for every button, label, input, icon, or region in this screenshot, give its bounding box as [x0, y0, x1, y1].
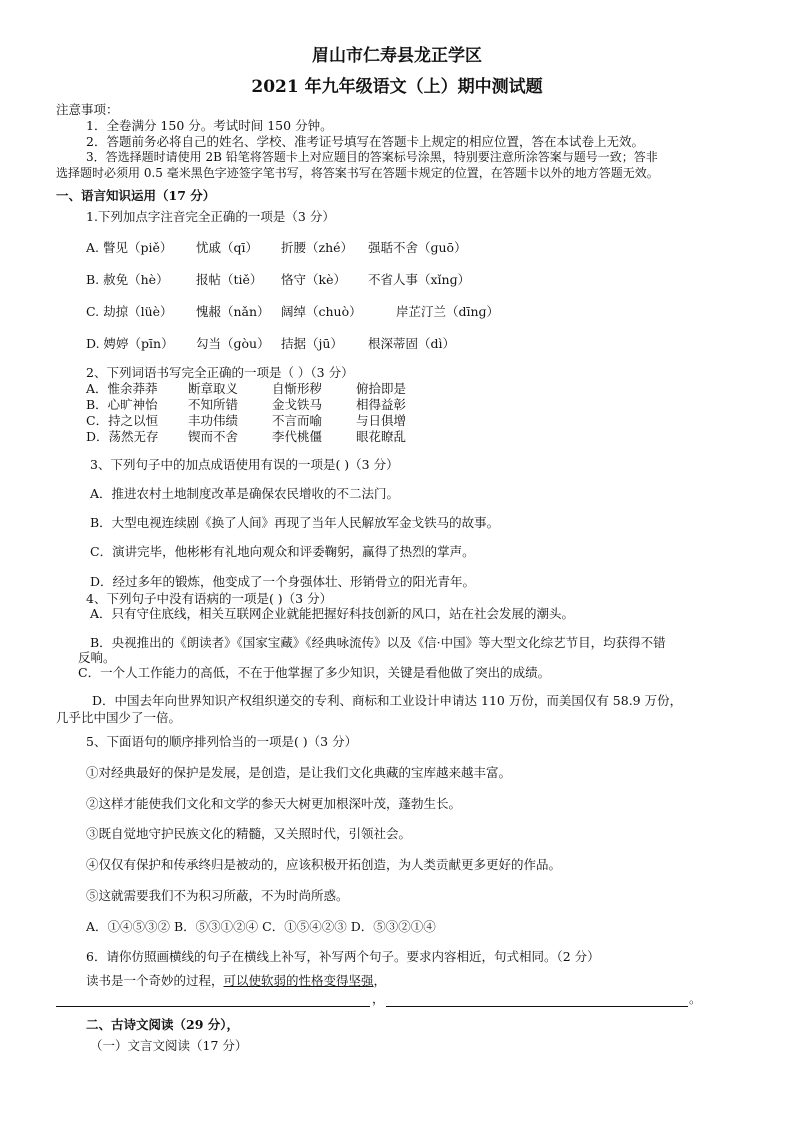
q6-tail: ， — [373, 973, 387, 988]
q6-stem: 6．请你仿照画横线的句子在横线上补写，补写两个句子。要求内容相近，句式相同。（2 分） — [86, 949, 600, 964]
q4-option-b-line2: 反响。 — [78, 650, 116, 665]
q5-sentence-2: ②这样才能使我们文化和文学的参天大树更加根深叶茂，蓬勃生长。 — [86, 796, 462, 811]
q1-d-word3: 拮据（jū） — [281, 336, 343, 351]
q6-answer-blank-1[interactable] — [56, 1006, 370, 1007]
q5-stem: 5、下面语句的顺序排列恰当的一项是( )（3 分） — [86, 734, 358, 749]
note-3b: 选择题时必须用 0.5 毫米黑色字迹签字笔书写，将答案书写在答题卡规定的位置，在答题卡以外的地方答题无效。 — [56, 166, 659, 180]
q2-d-word2: 锲而不舍 — [188, 429, 239, 444]
q1-option-a — [86, 241, 467, 255]
q1-a-word1: A. 瞥见（piě） — [86, 240, 173, 255]
section2-heading: 二、古诗文阅读（29 分）， — [86, 1017, 239, 1032]
q5-sentence-4: ④仅仅有保护和传承终归是被动的，应该积极开拓创造，为人类贡献更多更好的作品。 — [86, 857, 562, 872]
q6-sentence — [86, 974, 386, 988]
note-1: 1．全卷满分 150 分。考试时间 150 分钟。 — [86, 118, 333, 133]
q1-b-word4: 不省人事（xǐnɡ） — [368, 272, 471, 287]
q1-d-word1: D. 娉婷（pīn） — [86, 336, 174, 351]
q1-c-word2: 愧赧（nǎn） — [196, 304, 270, 319]
q2-a-word1: A．惟余莽莽 — [86, 381, 158, 396]
exam-title: 2021 年九年级语文（上）期中测试题 — [251, 77, 543, 97]
q4-option-d-line1: D．中国去年向世界知识产权组织递交的专利、商标和工业设计申请达 110 万份，而美国仅有 58.9 万份， — [92, 693, 683, 708]
note-2: 2．答题前务必将自己的姓名、学校、准考证号填写在答题卡上规定的相应位置，答在本试卷上无效。 — [86, 134, 644, 149]
q2-b-word3: 金戈铁马 — [272, 397, 323, 412]
q1-d-word4: 根深蒂固（dì） — [368, 336, 455, 351]
q3-stem: 3、下列句子中的加点成语使用有误的一项是( )（3 分） — [90, 457, 399, 472]
q2-option-c — [86, 414, 406, 428]
q4-stem: 4、下列句子中没有语病的一项是( )（3 分） — [86, 591, 333, 606]
q1-d-word2: 勾当（ɡòu） — [196, 336, 270, 351]
q3-option-a: A．推进农村土地制度改革是确保农民增收的不二法门。 — [90, 486, 400, 501]
q5-choices: A．①④⑤③② B．⑤③①②④ C．①⑤④②③ D．⑤③②①④ — [86, 919, 436, 934]
q3-option-d: D．经过多年的锻炼，他变成了一个身强体壮、形销骨立的阳光青年。 — [90, 574, 476, 589]
q2-option-b — [86, 398, 406, 412]
note-3a: 3．答选择题时请使用 2B 铅笔将答题卡上对应题目的答案标号涂黑，特别要注意所涂答案与题号一致；答非 — [86, 150, 658, 164]
section1-heading: 一、语言知识运用（17 分） — [56, 188, 216, 203]
q2-c-word4: 与日俱增 — [356, 413, 407, 428]
q1-a-word4: 强聒不舍（ɡuō） — [368, 240, 467, 255]
q2-c-word2: 丰功伟绩 — [188, 413, 239, 428]
q1-c-word4: 岸芷汀兰（dīnɡ） — [396, 304, 500, 319]
section2-subheading: （一）文言文阅读（17 分） — [90, 1038, 248, 1053]
q6-blank-period: 。 — [689, 991, 702, 1006]
q2-option-a — [86, 382, 406, 396]
q1-stem: 1.下列加点字注音完全正确的一项是（3 分） — [86, 209, 335, 224]
exam-title-school: 眉山市仁寿县龙正学区 — [312, 46, 482, 66]
q4-option-c: C．一个人工作能力的高低，不在于他掌握了多少知识，关键是看他做了突出的成绩。 — [78, 665, 551, 680]
q1-b-word3: 恪守（kè） — [281, 272, 346, 287]
q2-stem: 2、下列词语书写完全正确的一项是（ ）（3 分） — [86, 365, 354, 380]
q6-lead: 读书是一个奇妙的过程， — [86, 973, 224, 988]
q1-option-c — [86, 305, 499, 319]
q5-sentence-3: ③既自觉地守护民族文化的精髓，又关照时代，引领社会。 — [86, 826, 412, 841]
q2-c-word3: 不言而喻 — [272, 413, 323, 428]
q5-sentence-5: ⑤这就需要我们不为积习所蔽，不为时尚所惑。 — [86, 888, 349, 903]
q3-option-c: C．演讲完毕，他彬彬有礼地向观众和评委鞠躬，赢得了热烈的掌声。 — [90, 544, 475, 559]
q6-answer-blank-2[interactable] — [386, 1006, 688, 1007]
q1-option-b — [86, 273, 470, 287]
q2-a-word2: 断章取义 — [188, 381, 239, 396]
q2-d-word3: 李代桃僵 — [272, 429, 323, 444]
q2-b-word1: B．心旷神怡 — [86, 397, 158, 412]
q2-d-word4: 眼花瞭乱 — [356, 429, 407, 444]
q6-blank-comma: ， — [372, 991, 385, 1006]
q4-option-b-line1: B．央视推出的《朗读者》《国家宝藏》《经典咏流传》以及《信·中国》等大型文化综艺节目，均获得不错 — [90, 635, 666, 650]
q4-option-a: A．只有守住底线，相关互联网企业就能把握好科技创新的风口，站在社会发展的潮头。 — [90, 606, 575, 621]
q1-c-word1: C. 劫掠（lüè） — [86, 304, 173, 319]
q2-b-word4: 相得益彰 — [356, 397, 407, 412]
q1-b-word1: B. 赦免（hè） — [86, 272, 169, 287]
q1-a-word2: 忧戚（qī） — [196, 240, 258, 255]
q5-sentence-1: ①对经典最好的保护是发展，是创造，是让我们文化典藏的宝库越来越丰富。 — [86, 765, 512, 780]
q2-c-word1: C．持之以恒 — [86, 413, 159, 428]
q2-a-word4: 俯拾即是 — [356, 381, 407, 396]
q1-c-word3: 阔绰（chuò） — [281, 304, 362, 319]
q1-a-word3: 折腰（zhé） — [281, 240, 354, 255]
q1-option-d — [86, 337, 455, 351]
q4-option-d-line2: 几乎比中国少了一倍。 — [56, 710, 182, 725]
q6-underlined-sentence: 可以使软弱的性格变得坚强 — [223, 973, 374, 988]
q1-b-word2: 报帖（tiě） — [196, 272, 263, 287]
q2-a-word3: 自惭形秽 — [272, 381, 323, 396]
q2-option-d — [86, 430, 406, 444]
notes-heading: 注意事项： — [56, 102, 119, 117]
q3-option-b: B．大型电视连续剧《换了人间》再现了当年人民解放军金戈铁马的故事。 — [90, 515, 500, 530]
q2-b-word2: 不知所错 — [188, 397, 239, 412]
q2-d-word1: D．荡然无存 — [86, 429, 159, 444]
